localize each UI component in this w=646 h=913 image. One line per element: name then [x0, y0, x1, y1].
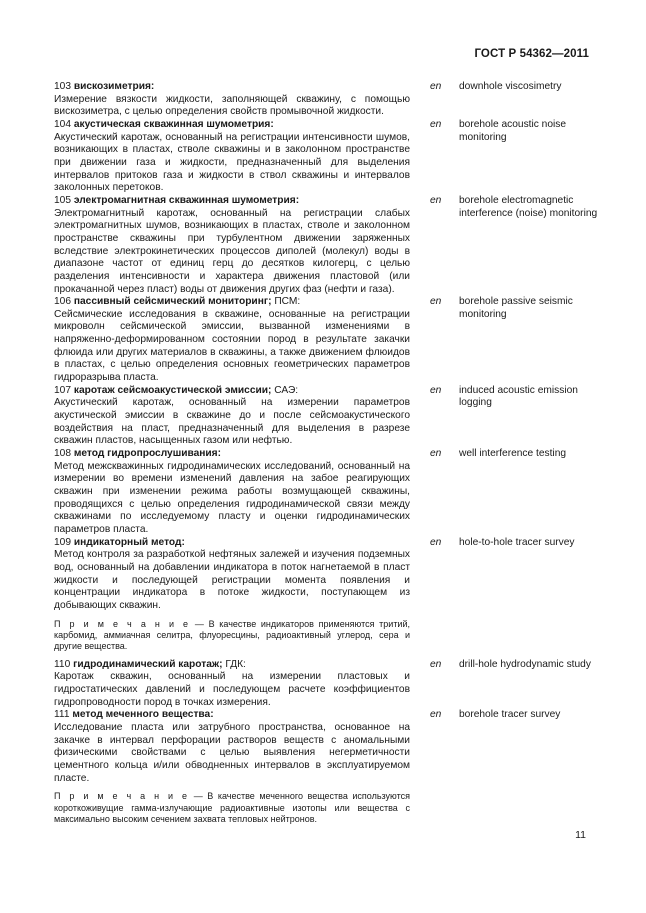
note-label: П р и м е ч а н и е — [54, 791, 190, 802]
english-equivalent: induced acoustic emission logging — [459, 384, 578, 409]
terms-list — [54, 81, 598, 832]
term-title: гидродинамический каротаж; — [73, 658, 223, 670]
term-note — [54, 791, 410, 825]
english-equivalent: borehole electromagnetic interference (noise) monitoring — [459, 194, 598, 219]
english-equivalent: drill-hole hydrodynamic study — [459, 658, 591, 670]
note-text: — В качестве меченного вещества используются короткоживущие гамма-излучающие радиоактивные изотопы или вещества с максимально высоким сечением захвата тепловых нейтронов. — [54, 791, 411, 825]
term-title: электромагнитная скважинная шумометрия: — [73, 194, 300, 206]
term-definition: Каротаж скважин, основанный на измерении пластовых и гидростатических давлений и последующем расчете коэффициентов гидропроводности пород в точках измерения. — [54, 671, 410, 708]
term-definition: Сейсмические исследования в скважине, основанные на регистрации микроволн сейсмической эмиссии, вызванной изменениями в напряженно-деформированном состоянии пород в результате закачки флюида или других материалов в скважины, а также движением флюидов в пластах, с целью определения основных геометрических параметров гидроразрыва пласта. — [54, 308, 410, 384]
term-definition: Электромагнитный каротаж, основанный на регистрации слабых электромагнитных шумов, возникающих в пластах, стволе и заколонном пространстве скважины при турбулентном движении заряженных вследствие электрокинетических процессов диполей (молекул) воды в диапазоне частот от единиц герц до десятков килогерц, с целью разделения интенсивности и характера движения пластовой (или прокачанной через пласт) воды от движения других фаз (нефти и газа). — [54, 207, 410, 295]
term-entry-103 — [54, 81, 594, 119]
term-definition: Измерение вязкости жидкости, заполняющей скважину, с помощью вискозиметра, с целью определения свойств промывочной жидкости. — [54, 93, 410, 118]
language-code: en — [430, 536, 442, 548]
term-title: акустическая скважинная шумометрия: — [73, 118, 274, 130]
language-code: en — [430, 709, 442, 721]
english-equivalent: borehole passive seismic monitoring — [459, 296, 573, 320]
term-title: вискозиметрия: — [73, 81, 155, 92]
term-number: 107 — [54, 384, 71, 396]
term-entry-110 — [54, 659, 594, 710]
term-definition: Исследование пласта или затрубного пространства, основанное на закачке в интервал перфорации растворов веществ с аномальными физическими свойствами с целью выявления негерметичности цементного кольца и/или обводненных интервалов в эксплуатируемом пласте. — [54, 722, 410, 784]
english-equivalent: well interference testing — [459, 448, 567, 460]
term-entry-105 — [54, 194, 598, 296]
term-note — [54, 619, 410, 653]
term-number: 103 — [54, 81, 71, 92]
term-number: 110 — [54, 658, 71, 670]
term-title: метод меченного вещества: — [72, 709, 214, 721]
term-number: 104 — [54, 118, 71, 130]
term-title: пассивный сейсмический мониторинг; — [73, 296, 272, 308]
term-abbreviation: САЭ: — [274, 384, 299, 396]
english-equivalent: downhole viscosimetry — [459, 81, 562, 92]
language-code: en — [430, 118, 442, 130]
term-entry-109 — [54, 537, 594, 653]
term-title: индикаторный метод: — [73, 536, 185, 548]
note-text: — В качестве индикаторов применяются тритий, карбомид, аммиачная селитра, флуоресцины, радиоактивный углерод, сера и другие вещества. — [54, 618, 410, 652]
term-definition: Акустический каротаж, основанный на измерении параметров акустической эмиссии в скважине до и после сейсмоакустического воздействия на пласт, предназначенный для выделения в разрезе скважин пластов, насыщенных газом или нефтью. — [54, 397, 410, 447]
term-entry-108 — [54, 448, 594, 537]
term-entry-111 — [54, 709, 594, 825]
term-entry-107 — [54, 385, 594, 448]
english-equivalent: borehole tracer survey — [459, 709, 561, 721]
term-number: 106 — [54, 296, 71, 308]
term-number: 108 — [54, 448, 71, 460]
term-entry-106 — [54, 296, 594, 385]
language-code: en — [430, 194, 442, 206]
term-definition: Акустический каротаж, основанный на регистрации интенсивности шумов, возникающих в пластах, стволе скважины и в заколонном пространстве при движении газа и жидкости, предназначенный для выделения интервалов притоков газа и жидкости в ствол скважины и интервалов заколонных перетоков. — [54, 131, 410, 194]
term-abbreviation: ПСМ: — [274, 296, 301, 308]
term-definition: Метод контроля за разработкой нефтяных залежей и изучения подземных вод, основанный на добавлении индикатора в поток нагнетаемой в пласт жидкости и последующей регистрации момента появления и концентрации индикатора в потоке жидкости, поступающем из добывающих скважин. — [54, 549, 410, 611]
language-code: en — [430, 448, 442, 460]
term-number: 111 — [54, 709, 70, 721]
note-label: П р и м е ч а н и е — [54, 618, 191, 629]
page-number: 11 — [575, 829, 586, 841]
language-code: en — [430, 81, 442, 92]
term-abbreviation: ГДК: — [225, 658, 246, 670]
standard-number: ГОСТ Р 54362—2011 — [474, 48, 589, 60]
term-number: 109 — [54, 536, 71, 548]
english-equivalent: hole-to-hole tracer survey — [459, 536, 575, 548]
term-entry-104 — [54, 119, 594, 195]
term-number: 105 — [54, 194, 71, 206]
term-title: каротаж сейсмоакустической эмиссии; — [73, 384, 272, 396]
term-definition: Метод межскважинных гидродинамических исследований, основанный на измерении во времени изменений давления на забое реагирующих скважин при изменении режима работы возмущающей скважины, проводящихся с целью определения гидродинамической связи между скважинами по исследуемому пласту и оценки гидродинамических параметров пласта. — [54, 460, 410, 535]
english-equivalent: borehole acoustic noise monitoring — [459, 118, 567, 143]
language-code: en — [430, 384, 442, 396]
language-code: en — [430, 296, 442, 308]
language-code: en — [430, 658, 442, 670]
term-title: метод гидропрослушивания: — [73, 448, 222, 460]
